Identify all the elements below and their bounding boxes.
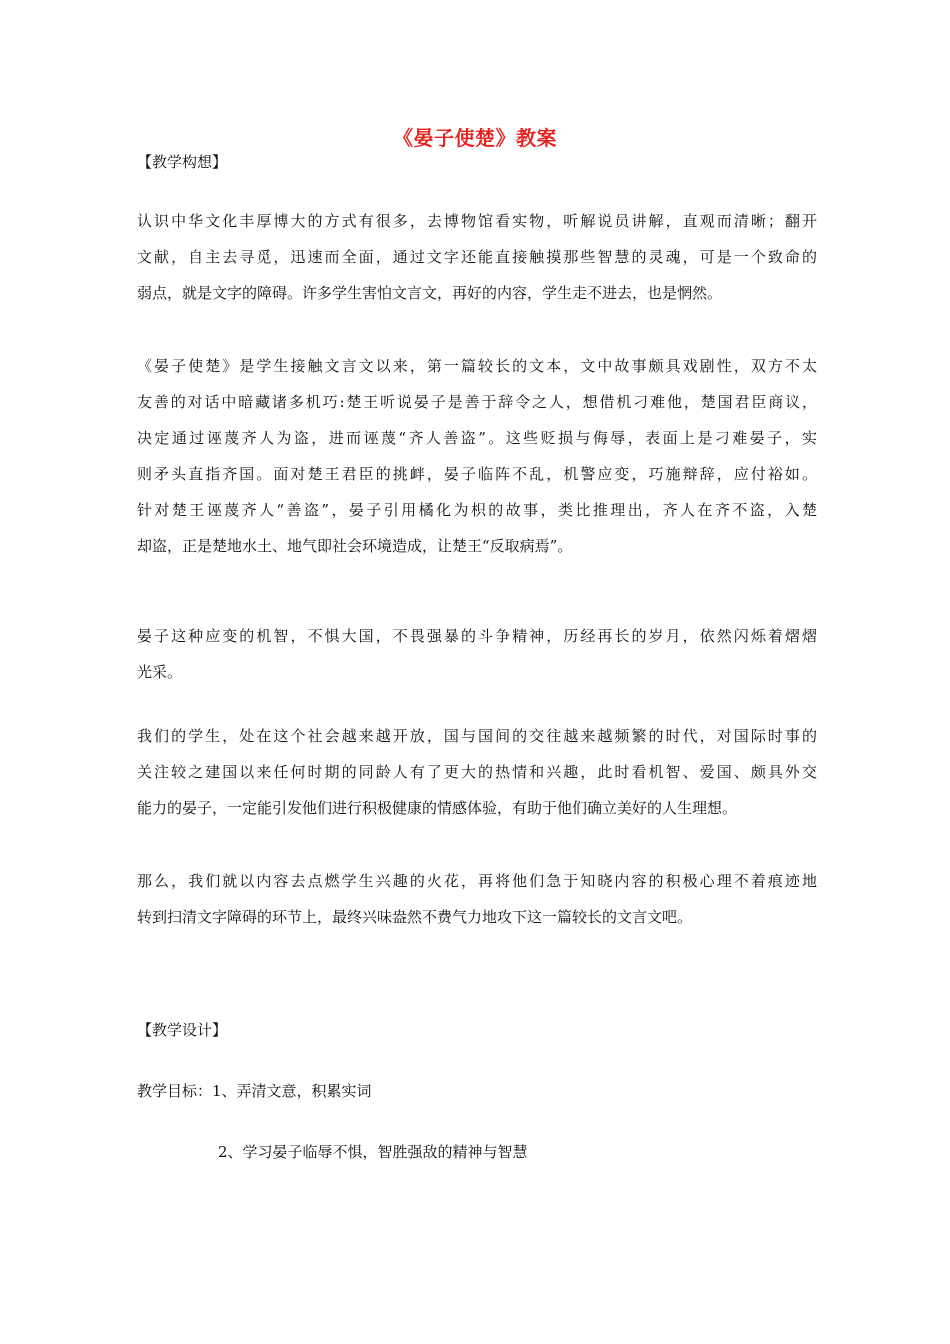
document-title: 《晏子使楚》教案 <box>393 126 557 150</box>
paragraph-line: 却盗，正是楚地水土、地气即社会环境造成，让楚王“反取病焉”。 <box>137 537 573 555</box>
paragraph-1 <box>137 203 817 311</box>
paragraph-3 <box>137 618 817 690</box>
section-heading-teaching-design: 【教学设计】 <box>137 1021 228 1039</box>
paragraph-line: 我们的学生，处在这个社会越来越开放，国与国间的交往越来越频繁的时代，对国际时事的 <box>137 727 817 745</box>
paragraph-line: 《晏子使楚》是学生接触文言文以来，第一篇较长的文本，文中故事颇具戏剧性，双方不太 <box>137 357 817 375</box>
paragraph-line: 关注较之建国以来任何时期的同龄人有了更大的热情和兴趣，此时看机智、爱国、颇具外交 <box>137 763 817 781</box>
paragraph-line: 则矛头直指齐国。面对楚王君臣的挑衅，晏子临阵不乱，机警应变，巧施辩辞，应付裕如。 <box>137 465 817 483</box>
paragraph-line: 决定通过诬蔑齐人为盗，进而诬蔑“齐人善盗”。这些贬损与侮辱，表面上是刁难晏子，实 <box>137 429 817 447</box>
teaching-goal-2: 2、学习晏子临辱不惧，智胜强敌的精神与智慧 <box>218 1143 528 1161</box>
teaching-goal-1: 1、弄清文意，积累实词 <box>212 1082 372 1100</box>
paragraph-line: 那么，我们就以内容去点燃学生兴趣的火花，再将他们急于知晓内容的积极心理不着痕迹地 <box>137 872 817 890</box>
paragraph-5 <box>137 863 817 935</box>
teaching-goals-line-1 <box>137 1081 372 1101</box>
paragraph-line: 弱点，就是文字的障碍。许多学生害怕文言文，再好的内容，学生走不进去，也是惘然。 <box>137 284 723 302</box>
paragraph-line: 友善的对话中暗藏诸多机巧:楚王听说晏子是善于辞令之人，想借机刁难他，楚国君臣商议， <box>137 393 817 411</box>
paragraph-line: 针对楚王诬蔑齐人“善盗”，晏子引用橘化为枳的故事，类比推理出，齐人在齐不盗，入楚 <box>137 501 817 519</box>
paragraph-line: 认识中华文化丰厚博大的方式有很多，去博物馆看实物，听解说员讲解，直观而清晰；翻开 <box>137 212 817 230</box>
paragraph-line: 能力的晏子，一定能引发他们进行积极健康的情感体验，有助于他们确立美好的人生理想。 <box>137 799 738 817</box>
paragraph-line: 光采。 <box>137 663 183 681</box>
section-heading-teaching-concept: 【教学构想】 <box>137 153 228 171</box>
paragraph-line: 转到扫清文字障碍的环节上，最终兴味盎然不费气力地攻下这一篇较长的文言文吧。 <box>137 908 693 926</box>
paragraph-4 <box>137 718 817 826</box>
paragraph-line: 文献，自主去寻觅，迅速而全面，通过文字还能直接触摸那些智慧的灵魂，可是一个致命的 <box>137 248 817 266</box>
paragraph-2 <box>137 348 817 564</box>
teaching-goals-label: 教学目标： <box>137 1082 213 1100</box>
paragraph-line: 晏子这种应变的机智，不惧大国，不畏强暴的斗争精神，历经再长的岁月，依然闪烁着熠熠 <box>137 627 817 645</box>
